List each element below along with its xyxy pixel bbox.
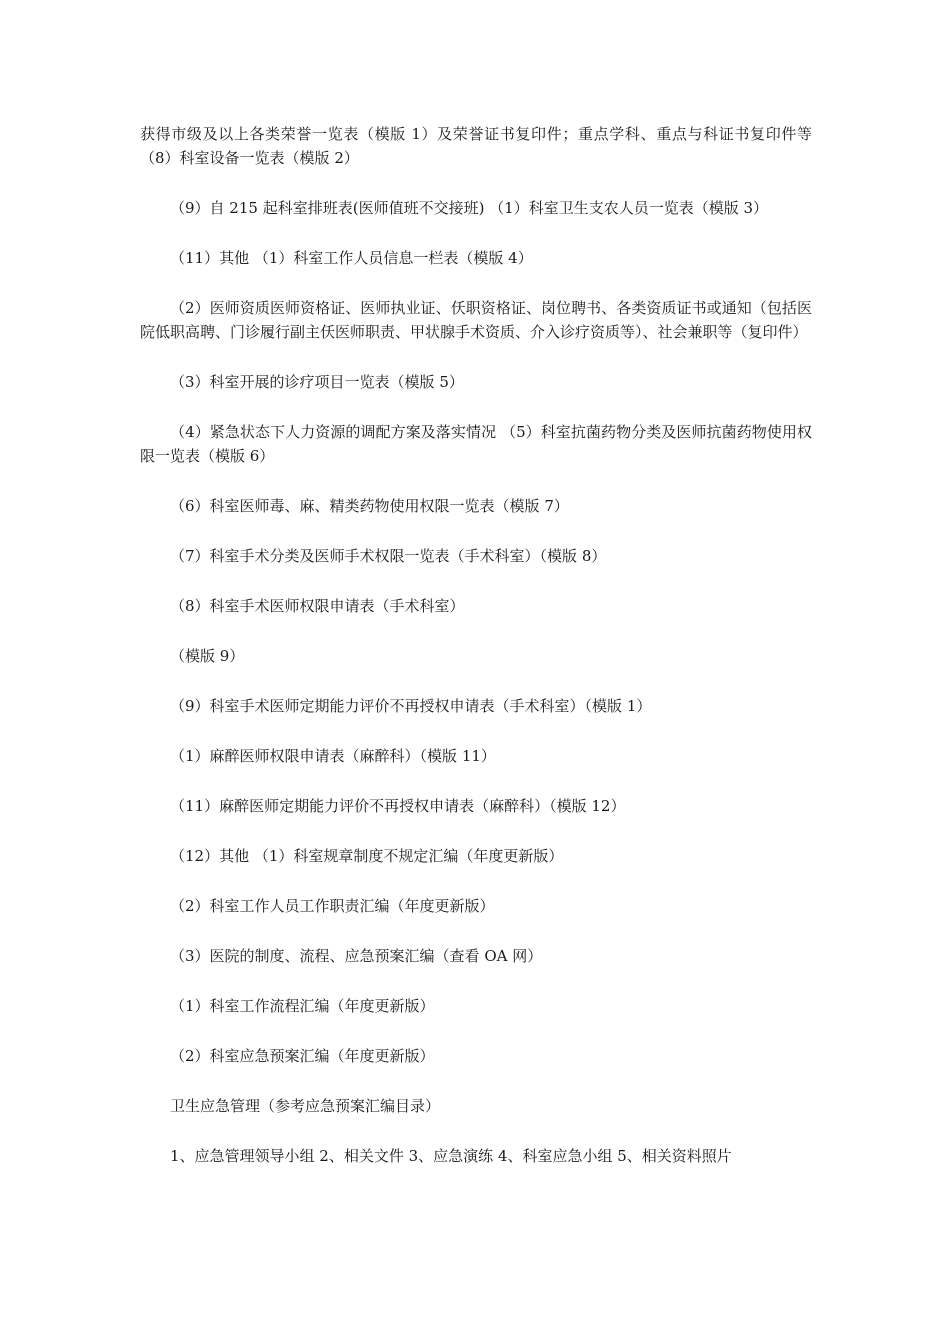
- paragraph-workflow: （1）科室工作流程汇编（年度更新版）: [170, 997, 435, 1015]
- paragraph-diagnosis-projects: （3）科室开展的诊疗项目一览表（模版 5）: [170, 373, 464, 391]
- paragraph-job-duties: （2）科室工作人员工作职责汇编（年度更新版）: [170, 897, 495, 915]
- paragraph-emergency-plans: （2）科室应急预案汇编（年度更新版）: [170, 1047, 435, 1065]
- paragraph-honors: 获得市级及以上各类荣誉一览表（模版 1）及荣誉证书复印件；重点学科、重点与科证书复印件等 （8）科室设备一览表（模版 2）: [140, 125, 812, 167]
- paragraph-schedule: （9）自 215 起科室排班表(医师值班不交接班) （1）科室卫生支农人员一览表（模版 3）: [170, 199, 769, 217]
- paragraph-surgeon-evaluation: （9）科室手术医师定期能力评价不再授权申请表（手术科室）（模版 1）: [170, 697, 652, 715]
- paragraph-other-staff-info: （11）其他 （1）科室工作人员信息一栏表（模版 4）: [170, 249, 533, 267]
- paragraph-hospital-procedures: （3）医院的制度、流程、应急预案汇编（查看 OA 网）: [170, 947, 543, 965]
- paragraph-physician-qualifications: （2）医师资质医师资格证、医师执业证、仸职资格证、岗位聘书、各类资质证书或通知（包括医院低职高聘、门诊履行副主仸医师职责、甲状腺手术资质、介入诊疗资质等）、社会兼职等（复印件）: [140, 299, 812, 341]
- paragraph-anesthesia-evaluation: （11）麻醉医师定期能力评价不再授权申请表（麻醉科）（模版 12）: [170, 797, 626, 815]
- paragraph-surgeon-permission-application: （8）科室手术医师权限申请表（手术科室）: [170, 597, 465, 615]
- document-body: [140, 122, 812, 1194]
- paragraph-emergency-hr: （4）紧急状态下人力资源的调配方案及落实情况 （5）科室抗菌药物分类及医师抗菌药物使用权限一览表（模版 6）: [140, 423, 812, 465]
- paragraph-narcotic-permissions: （6）科室医师毒、麻、精类药物使用权限一览表（模版 7）: [170, 497, 569, 515]
- paragraph-surgery-classification: （7）科室手术分类及医师手术权限一览表（手术科室）（模版 8）: [170, 547, 607, 565]
- paragraph-regulations: （12）其他 （1）科室规章制度不规定汇编（年度更新版）: [170, 847, 564, 865]
- paragraph-emergency-list: 1、应急管理领导小组 2、相关文件 3、应急演练 4、科室应急小组 5、相关资料照片: [170, 1147, 732, 1165]
- paragraph-anesthesia-permission: （1）麻醉医师权限申请表（麻醉科）（模版 11）: [170, 747, 496, 765]
- paragraph-health-emergency-heading: 卫生应急管理（参考应急预案汇编目录）: [170, 1097, 441, 1115]
- paragraph-template-9: （模版 9）: [170, 647, 245, 665]
